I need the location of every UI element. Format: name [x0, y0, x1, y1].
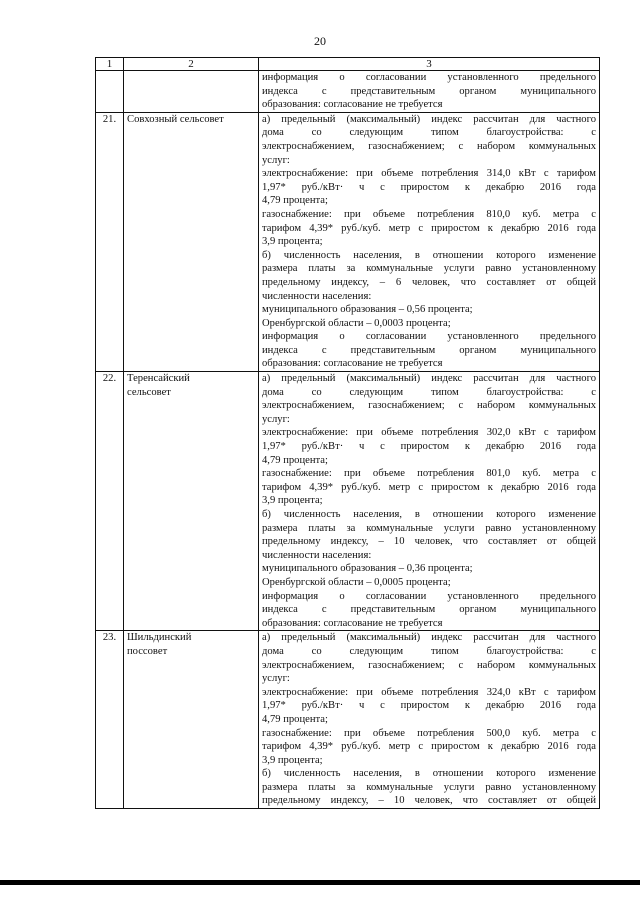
row-number: 21.: [96, 112, 124, 371]
row-name-line: Совхозный сельсовет: [127, 113, 224, 125]
text-line: индекса с представительным органом муниципального: [262, 85, 596, 97]
continuation-row: [96, 71, 600, 113]
text-line: 1,97* руб./кВт· ч с приростом к декабрю 2016 года: [262, 441, 596, 453]
text-line: образования: согласование не требуется: [262, 617, 443, 629]
row-number: 23.: [96, 631, 124, 809]
row-name: [124, 631, 259, 809]
row-name-line: Шильдинский: [127, 632, 192, 644]
text-line: Оренбургской области – 0,0005 процента;: [262, 576, 451, 588]
text-line: б) численность населения, в отношении которого изменение: [262, 249, 596, 261]
text-line: размера платы за коммунальные услуги равно установленному: [262, 781, 596, 793]
text-line: 1,97* руб./кВт· ч с приростом к декабрю 2016 года: [262, 181, 596, 193]
text-line: муниципального образования – 0,56 процента;: [262, 304, 473, 316]
text-line: услуг:: [262, 673, 290, 685]
text-line: 3,9 процента;: [262, 236, 323, 248]
text-line: информация о согласовании установленного предельного: [262, 590, 596, 602]
header-row: [96, 58, 600, 71]
row-number-cell: [96, 71, 124, 113]
header-col-3: 3: [259, 58, 600, 71]
text-line: газоснабжение: при объеме потребления 810,0 куб. метра с: [262, 208, 596, 220]
text-line: образования: согласование не требуется: [262, 99, 443, 111]
text-line: тарифом 4,39* руб./куб. метр с приростом к декабрю 2016 года: [262, 222, 596, 234]
page-number: 20: [314, 34, 326, 48]
text-line: электроснабжением, газоснабжением; с набором коммунальных: [262, 140, 596, 152]
text-line: электроснабжением, газоснабжением; с набором коммунальных: [262, 659, 596, 671]
text-line: информация о согласовании установленного предельного: [262, 72, 596, 83]
text-line: 1,97* руб./кВт· ч с приростом к декабрю 2016 года: [262, 700, 596, 712]
text-line: дома со следующим типом благоустройства: с: [262, 127, 596, 139]
footer-rule: [0, 880, 640, 885]
text-line: газоснабжение: при объеме потребления 500,0 куб. метра с: [262, 727, 596, 739]
table-row: [96, 372, 600, 631]
text-line: 3,9 процента;: [262, 495, 323, 507]
text-line: размера платы за коммунальные услуги равно установленному: [262, 263, 596, 275]
row-number: 22.: [96, 372, 124, 631]
header-col-1: 1: [96, 58, 124, 71]
text-line: газоснабжение: при объеме потребления 801,0 куб. метра с: [262, 468, 596, 480]
row-text-cell: [259, 71, 600, 113]
table-row: [96, 631, 600, 809]
row-name-line: сельсовет: [127, 386, 171, 398]
text-line: б) численность населения, в отношении которого изменение: [262, 509, 596, 520]
table-body: [96, 58, 600, 809]
text-line: электроснабжение: при объеме потребления 302,0 кВт с тарифом: [262, 427, 596, 439]
text-line: а) предельный (максимальный) индекс рассчитан для частного: [262, 632, 596, 644]
text-line: численности населения:: [262, 549, 372, 561]
text-line: электроснабжение: при объеме потребления 314,0 кВт с тарифом: [262, 168, 596, 180]
text-line: дома со следующим типом благоустройства: с: [262, 645, 596, 657]
text-line: услуг:: [262, 154, 290, 166]
text-line: 3,9 процента;: [262, 754, 323, 766]
text-line: предельному индексу, – 10 человек, что составляет от общей: [262, 536, 596, 548]
text-line: электроснабжение: при объеме потребления 324,0 кВт с тарифом: [262, 686, 596, 698]
text-line: предельному индексу, – 6 человек, что составляет от общей: [262, 276, 596, 288]
text-line: численности населения:: [262, 290, 372, 302]
text-line: размера платы за коммунальные услуги равно установленному: [262, 522, 596, 534]
header-col-2: 2: [124, 58, 259, 71]
text-line: муниципального образования – 0,36 процента;: [262, 563, 473, 575]
text-line: услуг:: [262, 413, 290, 425]
text-line: тарифом 4,39* руб./куб. метр с приростом к декабрю 2016 года: [262, 741, 596, 753]
text-line: тарифом 4,39* руб./куб. метр с приростом к декабрю 2016 года: [262, 481, 596, 493]
text-line: предельному индексу, – 10 человек, что составляет от общей: [262, 795, 596, 807]
row-name: [124, 372, 259, 631]
text-line: индекса с представительным органом муниципального: [262, 344, 596, 356]
text-line: а) предельный (максимальный) индекс рассчитан для частного: [262, 113, 596, 125]
text-line: электроснабжением, газоснабжением; с набором коммунальных: [262, 400, 596, 412]
text-line: а) предельный (максимальный) индекс рассчитан для частного: [262, 373, 596, 385]
text-line: информация о согласовании установленного предельного: [262, 331, 596, 343]
row-text: [259, 112, 600, 371]
index-table: [95, 57, 600, 809]
row-name-cell: [124, 71, 259, 113]
row-text: [259, 372, 600, 631]
row-text: [259, 631, 600, 809]
text-line: 4,79 процента;: [262, 713, 328, 725]
text-line: индекса с представительным органом муниципального: [262, 604, 596, 616]
table-row: [96, 112, 600, 371]
row-name-line: Теренсайский: [127, 373, 190, 385]
text-line: 4,79 процента;: [262, 195, 328, 207]
row-name: [124, 112, 259, 371]
text-line: б) численность населения, в отношении которого изменение: [262, 768, 596, 780]
text-line: дома со следующим типом благоустройства: с: [262, 386, 596, 398]
row-name-line: поссовет: [127, 645, 168, 657]
text-line: 4,79 процента;: [262, 454, 328, 466]
text-line: Оренбургской области – 0,0003 процента;: [262, 317, 451, 329]
text-line: образования: согласование не требуется: [262, 358, 443, 370]
